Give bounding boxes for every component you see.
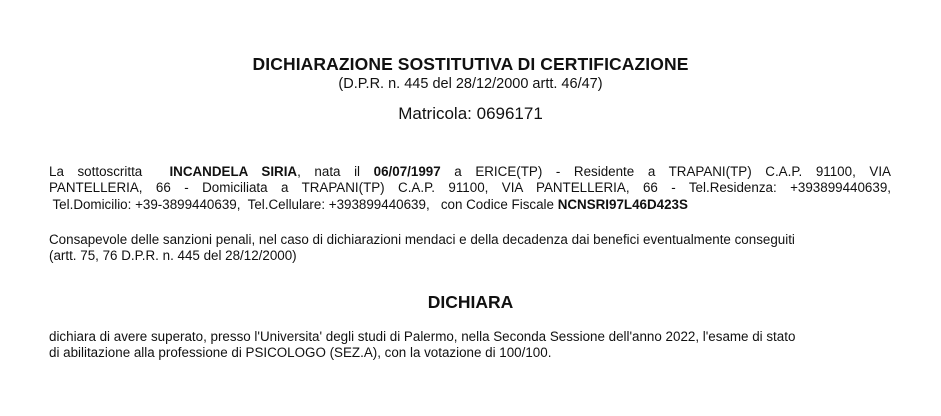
declarant-born-prefix: , nata il bbox=[297, 164, 361, 179]
declarant-name: INCANDELA SIRIA bbox=[169, 164, 298, 179]
document-subtitle: (D.P.R. n. 445 del 28/12/2000 artt. 46/47) bbox=[338, 76, 603, 92]
awareness-paragraph bbox=[49, 232, 891, 265]
declaration-heading: DICHIARA bbox=[427, 292, 514, 312]
fiscal-code: NCNSRI97L46D423S bbox=[557, 196, 688, 212]
awareness-line-1: Consapevole delle sanzioni penali, nel caso di dichiarazioni mendaci e della decadenza dai benefici eventualmente conseguiti bbox=[49, 232, 795, 247]
declarant-birth-residence: a ERICE(TP) - Residente a TRAPANI(TP) C.A.P. 91100, VIA bbox=[454, 164, 891, 179]
declarant-line-2: PANTELLERIA, 66 - Domiciliata a TRAPANI(TP) C.A.P. 91100, VIA PANTELLERIA, 66 - Tel.Residenza: +393899440639, bbox=[49, 180, 891, 196]
statement-line-2: di abilitazione alla professione di PSICOLOGO (SEZ.A), con la votazione di 100/100. bbox=[49, 345, 552, 361]
document-title: DICHIARAZIONE SOSTITUTIVA DI CERTIFICAZIONE bbox=[252, 54, 689, 74]
statement-paragraph bbox=[49, 329, 891, 362]
declarant-contacts: Tel.Domicilio: +39-3899440639, Tel.Cellulare: +393899440639, con Codice Fiscale bbox=[49, 196, 554, 212]
statement-line-1: dichiara di avere superato, presso l'Universita' degli studi di Palermo, nella Seconda Sessione dell'anno 2022, l'esame di stato bbox=[49, 329, 796, 344]
awareness-line-2: (artt. 75, 76 D.P.R. n. 445 del 28/12/2000) bbox=[49, 248, 297, 264]
declarant-line-1 bbox=[49, 164, 891, 180]
declarant-line-3 bbox=[49, 197, 891, 213]
declarant-intro: La sottoscritta bbox=[49, 164, 143, 179]
declarant-paragraph bbox=[49, 164, 891, 213]
student-id-number: Matricola: 0696171 bbox=[398, 104, 543, 123]
declarant-birth-date: 06/07/1997 bbox=[373, 164, 441, 179]
